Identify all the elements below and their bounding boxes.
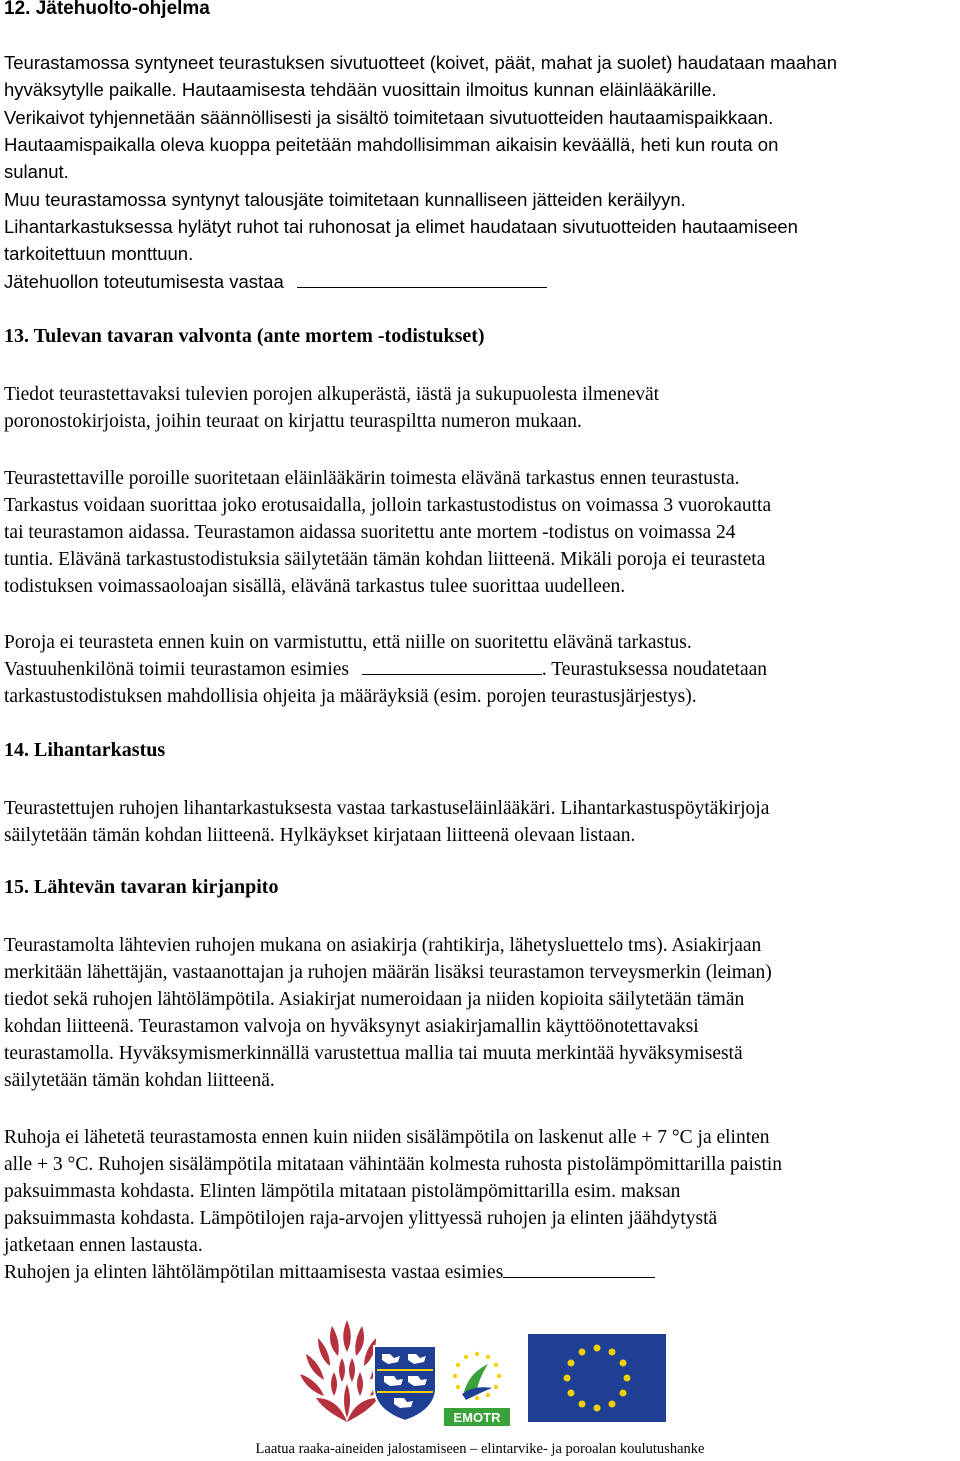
s15-line: tiedot sekä ruhojen lähtölämpötila. Asiakirjat numeroidaan ja niiden kopioita säilytetään tämän <box>4 989 745 1010</box>
s12-line: Teurastamossa syntyneet teurastuksen sivutuotteet (koivet, päät, mahat ja suolet) haudataan maahan <box>4 52 837 73</box>
s15-line: paksuimmasta kohdasta. Lämpötilojen raja-arvojen ylittyessä ruhojen ja elinten jäähdytystä <box>4 1208 718 1229</box>
s15-line: Ruhoja ei lähetetä teurastamosta ennen kuin niiden sisälämpötila on laskenut alle + 7 °C ja elinten <box>4 1127 770 1148</box>
s15-line: Teurastamolta lähtevien ruhojen mukana on asiakirja (rahtikirja, lähetysluettelo tms). Asiakirjaan <box>4 935 762 956</box>
s13-responsible-label: Vastuuhenkilönä toimii teurastamon esimies <box>4 659 349 680</box>
s13-line: Tiedot teurastettavaksi tulevien porojen alkuperästä, iästä ja sukupuolesta ilmenevät <box>4 384 660 405</box>
supervisor-blank-field[interactable] <box>362 656 542 675</box>
s13-line: Poroja ei teurasteta ennen kuin on varmistuttu, että niille on suoritettu elävänä tarkastus. <box>4 632 692 653</box>
emotr-logo <box>442 1348 512 1428</box>
s13-responsible-tail: . Teurastuksessa noudatetaan <box>541 659 768 680</box>
s14-line: Teurastettujen ruhojen lihantarkastuksesta vastaa tarkastuseläinlääkäri. Lihantarkastuspöytäkirjoja <box>4 798 770 819</box>
s12-line: hyväksytylle paikalle. Hautaamisesta tehdään vuosittain ilmoitus kunnan eläinlääkärille. <box>4 79 717 100</box>
s13-line: tarkastustodistuksen mahdollisia ohjeita ja määräyksiä (esim. porojen teurastusjärjestys). <box>4 686 697 707</box>
section-14-title: 14. Lihantarkastus <box>4 739 166 761</box>
s12-line: Lihantarkastuksessa hylätyt ruhot tai ruhonosat ja elimet haudataan sivutuotteiden hautaamiseen <box>4 216 798 237</box>
section-13-title: 13. Tulevan tavaran valvonta (ante mortem -todistukset) <box>4 325 485 347</box>
s12-line: Muu teurastamossa syntynyt talousjäte toimitetaan kunnalliseen jätteiden keräilyyn. <box>4 189 686 210</box>
s13-line: todistuksen voimassaoloajan sisällä, elävänä tarkastus tulee suorittaa uudelleen. <box>4 576 626 597</box>
section-15-title: 15. Lähtevän tavaran kirjanpito <box>4 876 279 898</box>
s15-responsible-label: Ruhojen ja elinten lähtölämpötilan mittaamisesta vastaa esimies <box>4 1262 504 1283</box>
s13-line: Tarkastus voidaan suorittaa joko erotusaidalla, jolloin tarkastustodistus on voimassa 3 vuorokautta <box>4 495 772 516</box>
s12-line: tarkoitettuun monttuun. <box>4 243 194 264</box>
s12-line: Verikaivot tyhjennetään säännöllisesti ja sisältö toimitetaan sivutuotteiden hautaamispaikkaan. <box>4 107 774 128</box>
s15-responsible-line <box>4 1259 655 1286</box>
emotr-logo-label: EMOTR <box>453 1410 501 1425</box>
s15-line: säilytetään tämän kohdan liitteenä. <box>4 1070 275 1091</box>
s12-responsible-line <box>4 268 547 295</box>
responsible-blank-field[interactable] <box>297 269 547 288</box>
s13-line: poronostokirjoista, joihin teuraat on kirjattu teuraspiltta numeron mukaan. <box>4 411 582 432</box>
s15-line: paksuimmasta kohdasta. Elinten lämpötila mitataan pistolämpömittarilla esim. maksan <box>4 1181 681 1202</box>
eu-flag-logo <box>526 1332 668 1424</box>
s13-responsible-line <box>4 656 767 683</box>
s15-line: kohdan liitteenä. Teurastamon valvoja on hyväksynyt asiakirjamallin käyttöönotettavaksi <box>4 1016 699 1037</box>
s13-line: tuntia. Elävänä tarkastustodistuksia säilytetään tämän kohdan liitteenä. Mikäli poroja ei teurasteta <box>4 549 766 570</box>
s12-line: Hautaamispaikalla oleva kuoppa peitetään mahdollisimman aikaisin keväällä, heti kun routa on <box>4 134 779 155</box>
page-footer: Laatua raaka-aineiden jalostamiseen – elintarvike- ja poroalan koulutushanke <box>255 1441 705 1457</box>
coat-of-arms-logo <box>372 1344 438 1422</box>
section-12-title: 12. Jätehuolto-ohjelma <box>4 0 210 19</box>
s12-responsible-label: Jätehuollon toteutumisesta vastaa <box>4 271 284 292</box>
s15-line: teurastamolla. Hyväksymismerkinnällä varustettua mallia tai muuta merkintää hyväksymisestä <box>4 1043 743 1064</box>
temperature-responsible-blank-field[interactable] <box>503 1259 655 1278</box>
s13-line: tai teurastamon aidassa. Teurastamon aidassa suoritettu ante mortem -todistus on voimassa 24 <box>4 522 736 543</box>
s15-line: merkitään lähettäjän, vastaanottajan ja ruhojen määrän lisäksi teurastamon terveysmerkin (leiman) <box>4 962 772 983</box>
s13-line: Teurastettaville poroille suoritetaan eläinlääkärin toimesta elävänä tarkastus ennen teurastusta. <box>4 468 740 489</box>
s12-line: sulanut. <box>4 161 69 182</box>
s15-line: jatketaan ennen lastausta. <box>4 1235 203 1256</box>
s14-line: säilytetään tämän kohdan liitteenä. Hylkäykset kirjataan liitteenä olevaan listaan. <box>4 825 636 846</box>
s15-line: alle + 3 °C. Ruhojen sisälämpötila mitataan vähintään kolmesta ruhosta pistolämpömittarilla paistin <box>4 1154 783 1175</box>
